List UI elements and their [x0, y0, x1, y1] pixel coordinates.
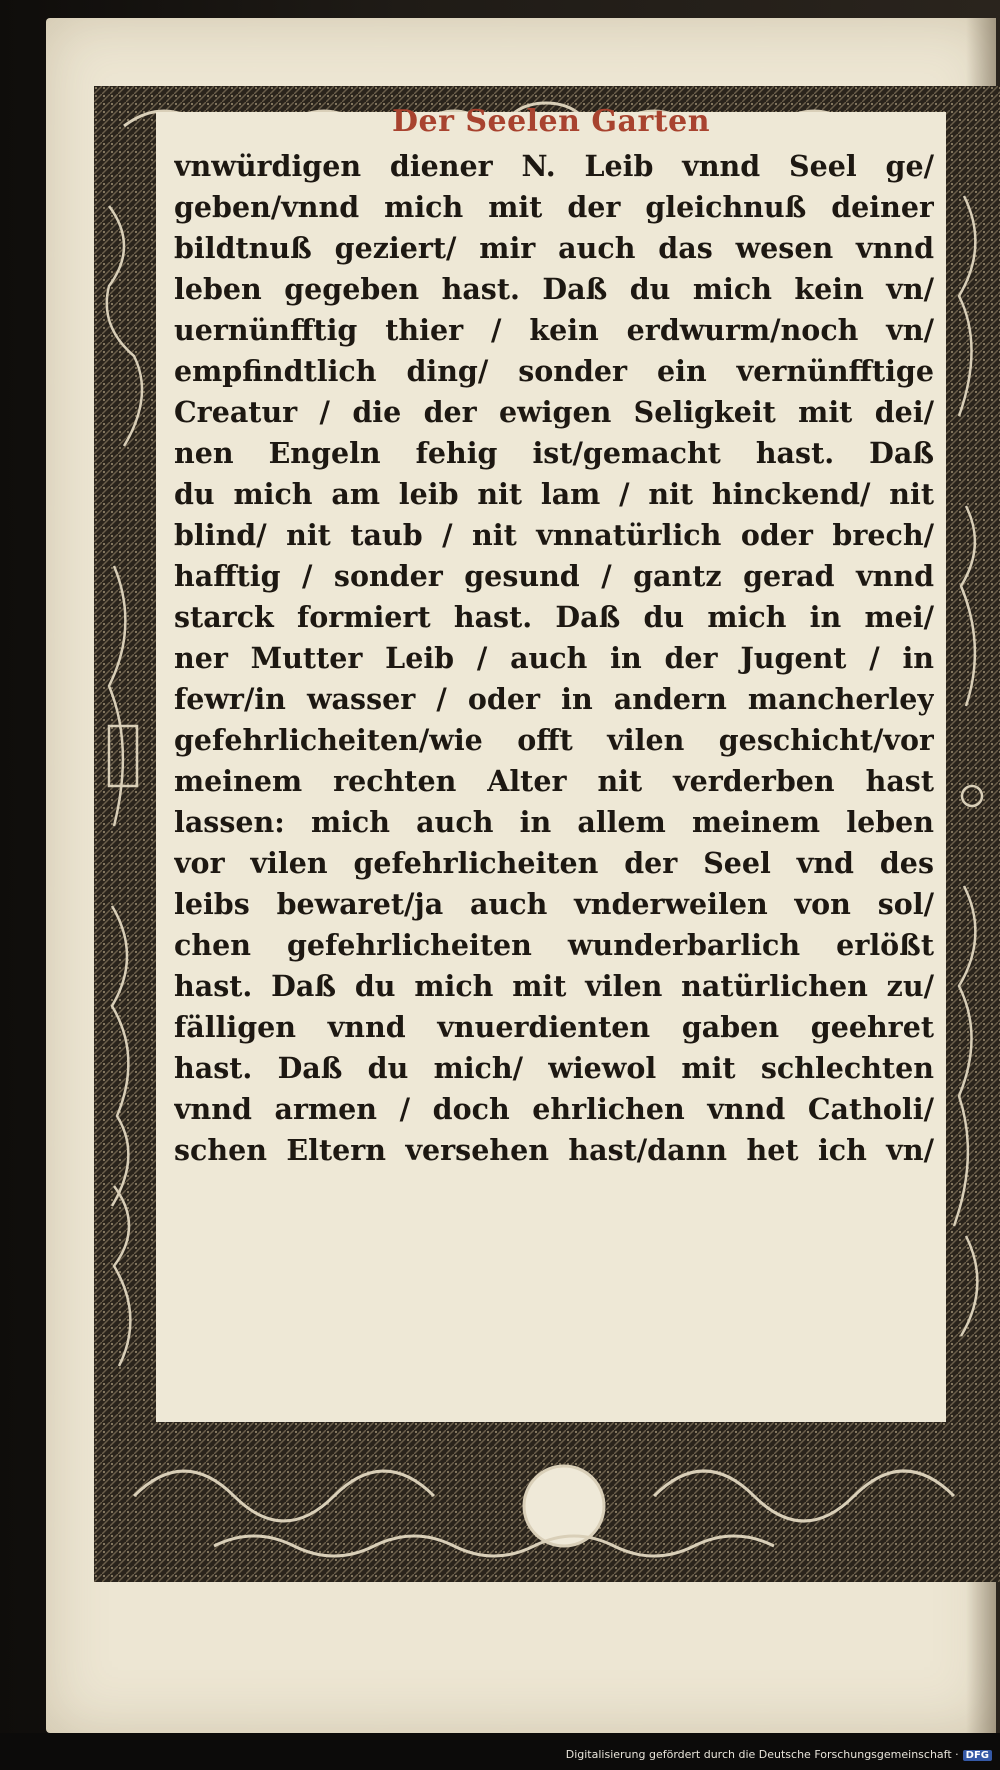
text-line: du mich am leib nit lam / nit hinckend/ nit	[174, 477, 934, 511]
digitization-credit	[566, 1748, 992, 1761]
footer-strip	[0, 1733, 1000, 1770]
text-line: vnnd armen / doch ehrlichen vnnd Catholi/	[174, 1092, 934, 1126]
credit-text: Digitalisierung gefördert durch die Deutsche Forschungsgemeinschaft ·	[565, 1748, 959, 1761]
text-line: fälligen vnnd vnuerdienten gaben geehret	[174, 1010, 934, 1044]
text-line: hafftig / sonder gesund / gantz gerad vnnd	[174, 559, 934, 593]
text-line: starck formiert hast. Daß du mich in mei/	[174, 600, 934, 634]
text-line: vnwürdigen diener N. Leib vnnd Seel ge/	[174, 149, 934, 183]
text-line: hast. Daß du mich/ wiewol mit schlechten	[174, 1051, 934, 1085]
text-line: Creatur / die der ewigen Seligkeit mit dei/	[174, 395, 934, 429]
dfg-logo: DFG	[963, 1750, 992, 1761]
text-line: chen gefehrlicheiten wunderbarlich erlößt	[174, 928, 934, 962]
text-line: geben/vnnd mich mit der gleichnuß deiner	[174, 190, 934, 224]
text-line: hast. Daß du mich mit vilen natürlichen zu/	[174, 969, 934, 1003]
running-head: Der Seelen Garten	[391, 104, 711, 139]
text-line: blind/ nit taub / nit vnnatürlich oder brech/	[174, 518, 934, 552]
text-line: schen Eltern versehen hast/dann het ich vn/	[174, 1133, 934, 1167]
text-line: leben gegeben hast. Daß du mich kein vn/	[174, 272, 934, 306]
text-line: ner Mutter Leib / auch in der Jugent / in	[174, 641, 934, 675]
page-content	[156, 104, 946, 1422]
text-line: bildtnuß geziert/ mir auch das wesen vnnd	[174, 231, 934, 265]
text-line: fewr/in wasser / oder in andern mancherley	[174, 682, 934, 716]
text-line: nen Engeln fehig ist/gemacht hast. Daß	[174, 436, 934, 470]
body-text	[174, 146, 934, 1171]
text-line: lassen: mich auch in allem meinem leben	[174, 805, 934, 839]
text-line: empfindtlich ding/ sonder ein vernünfftige	[174, 354, 934, 388]
text-line: gefehrlicheiten/wie offt vilen geschicht/vor	[174, 723, 934, 757]
text-line: vor vilen gefehrlicheiten der Seel vnd des	[174, 846, 934, 880]
text-line: leibs bewaret/ja auch vnderweilen von sol/	[174, 887, 934, 921]
text-line: meinem rechten Alter nit verderben hast	[174, 764, 934, 798]
text-line: uernünfftig thier / kein erdwurm/noch vn/	[174, 313, 934, 347]
